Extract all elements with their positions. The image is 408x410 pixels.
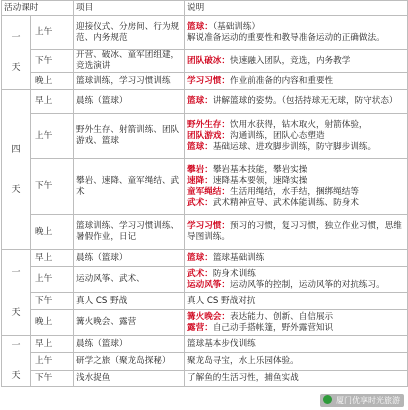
session-cell: 早上 (31, 250, 74, 267)
day-label-char: 一 (11, 267, 21, 278)
day-label-gap (2, 156, 30, 184)
description-text: （基础训练） (212, 21, 261, 32)
description-cell (185, 371, 408, 387)
description-label: 篝火晚会： (187, 311, 230, 322)
description-text: 武术精神宣导、武术体能训练、防身术 (212, 197, 359, 208)
description-text: 防身术训练 (212, 268, 256, 279)
session-cell: 上午 (31, 114, 74, 159)
header-lesson-time: 活动课时 (2, 1, 74, 16)
description-cell (185, 293, 408, 310)
description-text: 饮用水获得，钻木取火，射箭体验， (230, 119, 368, 130)
description-line (187, 142, 405, 153)
description-label: 篮球： (187, 252, 213, 263)
description-line (187, 356, 405, 367)
description-text: 自己动手搭帐篷，野外露营知识 (212, 322, 334, 333)
day-label-char: 天 (11, 307, 21, 318)
description-text: 生活用绳结，水手结，捆绑绳结等 (230, 186, 359, 197)
day-label (2, 90, 31, 250)
description-line (187, 131, 405, 142)
description-text: 真人 CS 野战对抗 (187, 295, 256, 306)
description-text: 沟通训练，团队心态塑造 (230, 130, 325, 141)
description-line (187, 176, 405, 187)
session-cell: 下午 (31, 159, 74, 215)
description-cell (185, 16, 408, 50)
description-label: 篮球： (187, 141, 213, 152)
description-line (187, 33, 405, 44)
description-line (187, 296, 405, 307)
project-cell: 迎接仪式、分房间、行为规范、内务规范 (74, 16, 185, 50)
description-label: 运动风筝： (187, 279, 230, 290)
project-cell: 晨练（篮球） (74, 90, 185, 114)
header-project: 项目 (74, 1, 185, 16)
description-cell (185, 50, 408, 73)
description-cell (185, 90, 408, 114)
schedule-row (2, 371, 408, 387)
description-text: 表达能力、创新、自信展示 (230, 311, 334, 322)
project-cell: 野外生存、射箭训练、团队游戏、篮球 (74, 114, 185, 159)
description-line (187, 373, 405, 384)
description-label: 团队破冰： (187, 55, 230, 66)
project-cell: 运动风筝、武术、 (74, 267, 185, 293)
description-text: 运动风筝的控制，运动风筝的对抗练习。 (230, 279, 385, 290)
day-label (2, 336, 31, 387)
description-line (187, 339, 405, 350)
day-label-char: 一 (11, 32, 21, 43)
project-cell: 攀岩、速降、童军绳结、武术 (74, 159, 185, 215)
description-line (187, 187, 405, 198)
session-cell: 上午 (31, 267, 74, 293)
schedule-row (2, 250, 408, 267)
description-line (187, 96, 405, 107)
day-label-char: 天 (11, 184, 21, 195)
schedule-row (2, 73, 408, 90)
day-label-gap (2, 352, 30, 370)
schedule-row (2, 293, 408, 310)
description-line (187, 280, 405, 291)
project-cell: 篝火晚会、露营 (74, 310, 185, 336)
schedule-row (2, 353, 408, 371)
description-label: 篮球： (187, 96, 213, 106)
description-cell (185, 215, 408, 250)
session-cell: 上午 (31, 353, 74, 371)
description-cell (185, 267, 408, 293)
description-text: 篮球基本步伐训练 (187, 338, 256, 349)
day-label-char: 天 (11, 371, 21, 381)
watermark (320, 394, 404, 407)
session-cell: 早上 (31, 90, 74, 114)
description-line (187, 269, 405, 280)
description-text: 作业前准备的内容和重要性 (230, 75, 334, 86)
description-line (187, 323, 405, 334)
header-description: 说明 (185, 1, 408, 16)
day-label-gap (2, 279, 30, 307)
session-cell: 早上 (31, 336, 74, 353)
project-cell: 真人 CS 野战 (74, 293, 185, 310)
description-cell (185, 73, 408, 90)
day-label-char: 一 (11, 341, 21, 351)
description-cell (185, 159, 408, 215)
schedule-row (2, 336, 408, 353)
description-cell (185, 336, 408, 353)
schedule-row (2, 114, 408, 159)
project-cell: 浅水捉鱼 (74, 371, 185, 387)
watermark-text: 厦门优享时光旅游 (336, 396, 400, 405)
description-label: 篮球： (187, 21, 213, 32)
description-text: 聚龙岛寻宝，水上乐园体验。 (187, 356, 299, 366)
description-line (187, 56, 405, 67)
schedule-row (2, 310, 408, 336)
session-cell: 上午 (31, 16, 74, 50)
day-label (2, 250, 31, 336)
description-line (187, 221, 405, 243)
description-text: 了解鱼的生活习性，捕鱼实战 (187, 373, 299, 383)
description-text: 解说准备运动的重要性和教导准备运动的正确做法。 (187, 32, 385, 43)
description-line (187, 22, 405, 33)
schedule-row (2, 90, 408, 114)
description-text: 篮球基础训练 (212, 252, 265, 263)
schedule-row (2, 16, 408, 50)
header-row (2, 1, 408, 16)
description-text: 速降基本要领，速降实操 (212, 175, 308, 186)
schedule-row (2, 50, 408, 73)
description-line (187, 165, 405, 176)
session-cell: 下午 (31, 50, 74, 73)
description-label: 速降： (187, 175, 213, 186)
session-cell: 晚上 (31, 310, 74, 336)
description-label: 武术： (187, 268, 213, 279)
project-cell: 晨练（篮球） (74, 250, 185, 267)
description-label: 团队游戏： (187, 130, 230, 141)
session-cell: 晚上 (31, 73, 74, 90)
description-text: 基础运球、进攻脚步训练，防守脚步训练。 (212, 141, 377, 152)
session-cell: 下午 (31, 293, 74, 310)
day-label-char: 天 (11, 62, 21, 73)
schedule-body (2, 16, 408, 387)
description-line (187, 253, 405, 264)
schedule-table (1, 0, 408, 387)
description-line (187, 120, 405, 131)
schedule-row (2, 159, 408, 215)
description-label: 露营： (187, 322, 213, 333)
description-cell (185, 310, 408, 336)
description-text: 预习的习惯，复习习惯，独立作业习惯，思维导图训练。 (187, 221, 402, 242)
description-cell (185, 114, 408, 159)
description-label: 学习习惯： (187, 75, 230, 86)
project-cell: 研学之旅（聚龙岛探秘） (74, 353, 185, 371)
description-text: 快速融入团队，竞选，内务教学 (230, 55, 351, 66)
description-line (187, 198, 405, 209)
day-label (2, 16, 31, 90)
description-cell (185, 353, 408, 371)
description-line (187, 76, 405, 87)
description-label: 童军绳结： (187, 186, 230, 197)
session-cell: 下午 (31, 371, 74, 387)
description-cell (185, 250, 408, 267)
description-text: 讲解篮球的姿势。（包括持球无无球，防守状态） (212, 96, 398, 106)
schedule-row (2, 267, 408, 293)
project-cell: 晨练（篮球） (74, 336, 185, 353)
session-cell: 晚上 (31, 215, 74, 250)
description-label: 武术： (187, 197, 213, 208)
day-label-char: 四 (11, 144, 21, 155)
schedule-row (2, 215, 408, 250)
project-cell: 篮球训练、学习习惯训练、暑假作业，日记 (74, 215, 185, 250)
project-cell: 开营、破冰、童军团组建，竞选演讲 (74, 50, 185, 73)
wechat-logo-icon (323, 395, 332, 404)
description-line (187, 312, 405, 323)
description-label: 野外生存： (187, 119, 230, 130)
description-label: 攀岩： (187, 164, 213, 175)
description-label: 学习习惯： (187, 221, 230, 231)
day-label-gap (2, 44, 30, 62)
project-cell: 篮球训练，学习习惯训练 (74, 73, 185, 90)
description-text: 攀岩基本技能，攀岩实操 (212, 164, 308, 175)
